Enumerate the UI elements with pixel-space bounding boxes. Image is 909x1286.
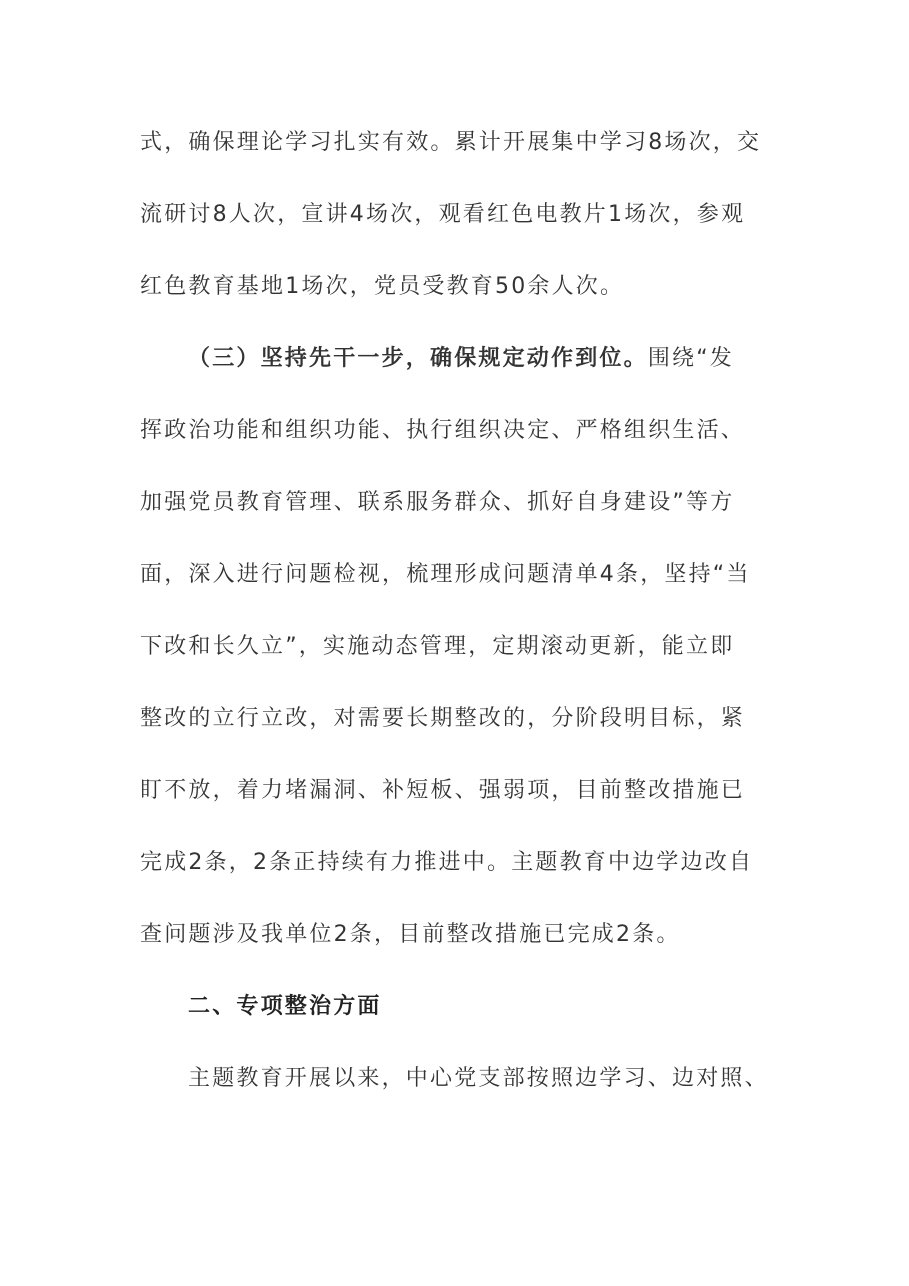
subsection-heading: （三）坚持先干一步，确保规定动作到位。 bbox=[188, 346, 648, 371]
text-line: 查问题涉及我单位2条，目前整改措施已完成2条。 bbox=[140, 922, 681, 947]
text-line: 整改的立行立改，对需要长期整改的，分阶段明目标，紧 bbox=[140, 706, 746, 731]
paragraph-learning-results bbox=[140, 121, 780, 337]
paragraph-special-rectification bbox=[140, 1057, 780, 1129]
text-line: 完成2条，2条正持续有力推进中。主题教育中边学边改自 bbox=[140, 850, 754, 875]
text-line: 加强党员教育管理、联系服务群众、抓好自身建设”等方 bbox=[140, 490, 735, 515]
text-line bbox=[140, 337, 780, 409]
text-line: 主题教育开展以来，中心党支部按照边学习、边对照、 bbox=[188, 1066, 769, 1091]
text-line: 式，确保理论学习扎实有效。累计开展集中学习8场次，交 bbox=[140, 130, 762, 155]
paragraph-rectification bbox=[140, 337, 780, 985]
section-heading: 二、专项整治方面 bbox=[188, 994, 382, 1019]
text-line: 盯不放，着力堵漏洞、补短板、强弱项，目前整改措施已 bbox=[140, 778, 746, 803]
text-line: 挥政治功能和组织功能、执行组织决定、严格组织生活、 bbox=[140, 418, 746, 443]
text-line: 红色教育基地1场次，党员受教育50余人次。 bbox=[140, 274, 625, 299]
text-line: 面，深入进行问题检视，梳理形成问题清单4条，坚持“当 bbox=[140, 562, 751, 587]
text-fragment: 围绕“发 bbox=[647, 346, 735, 371]
document-body bbox=[140, 121, 780, 1129]
text-line: 下改和长久立”，实施动态管理，定期滚动更新，能立即 bbox=[140, 634, 735, 659]
text-line: 流研讨8人次，宣讲4场次，观看红色电教片1场次，参观 bbox=[140, 202, 746, 227]
